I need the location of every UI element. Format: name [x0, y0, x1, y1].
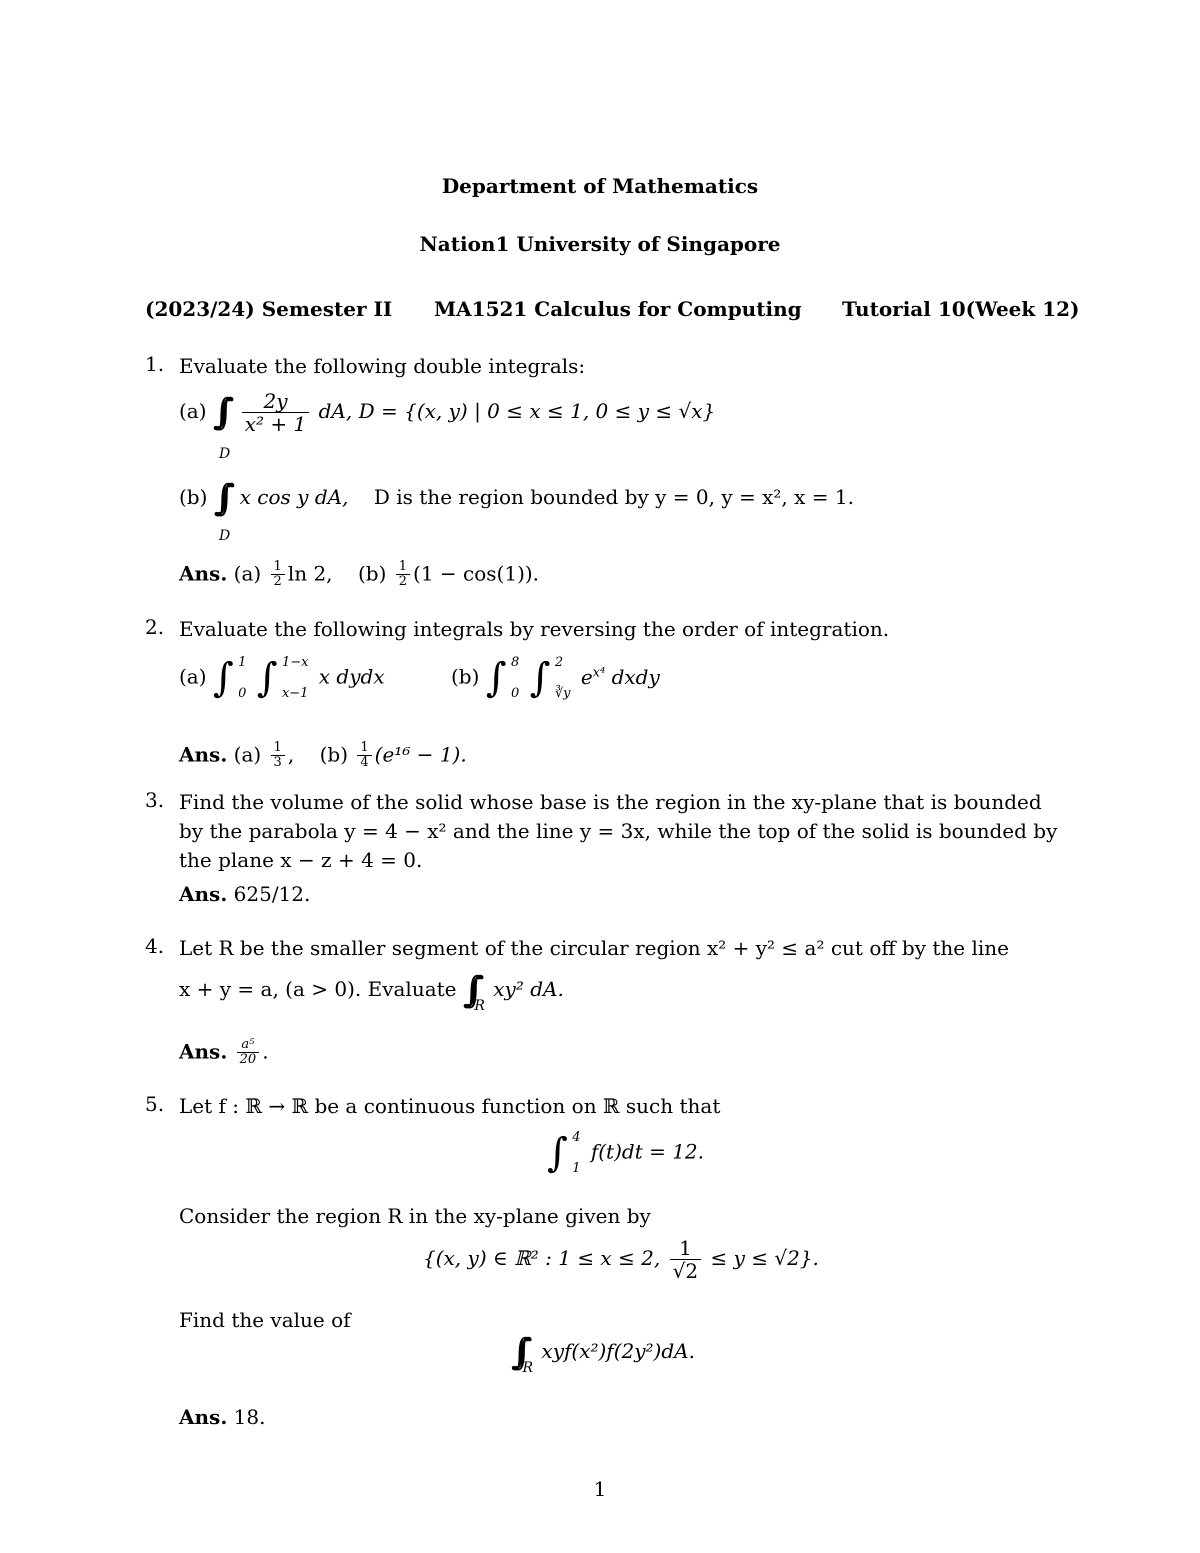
upper-limit: 1: [238, 655, 247, 670]
region-label: D: [219, 446, 231, 462]
question-text-line-1: Let R be the smaller segment of the circular region x² + y² ≤ a² cut off by the line: [179, 936, 1009, 960]
university-title: Nation1 University of Singapore: [419, 232, 781, 256]
course-label: MA1521 Calculus for Computing: [434, 297, 802, 321]
numerator: 2y: [242, 390, 310, 413]
question-text-line-2: [179, 970, 564, 1014]
answer-part-b-value: (1 − cos(1)).: [413, 561, 540, 586]
upper-limit: 4: [572, 1130, 581, 1145]
part-a: [179, 655, 385, 701]
answer-value: 625/12.: [233, 882, 311, 906]
integrand: x dydx: [318, 664, 385, 689]
double-integral-icon: ∫∫: [212, 392, 219, 433]
integral-limits: [555, 656, 571, 700]
semester-label: (2023/24) Semester II: [145, 297, 393, 321]
integrand: xyf(x²)f(2y²)dA.: [541, 1339, 695, 1363]
region-label: R: [474, 998, 485, 1014]
numerator: 1: [271, 560, 285, 575]
part-label: (a): [179, 399, 207, 423]
answer-label: Ans.: [179, 1039, 228, 1064]
integral-icon: ∫: [547, 1130, 568, 1176]
question-5: [145, 1092, 1070, 1432]
question-text: Find the volume of the solid whose base is the region in the xy-plane that is bounded by the parabola y = 4 − x² and the line y = 3x, while the top of the solid is bounded by the plane x − z + 4 = 0.: [179, 790, 1058, 872]
fraction: [670, 1237, 701, 1282]
fraction: [242, 390, 310, 435]
tutorial-label: Tutorial 10(Week 12): [842, 297, 1080, 321]
evaluate-text: x + y = a, (a > 0). Evaluate: [179, 977, 457, 1001]
numerator: 1: [396, 560, 410, 575]
part-b: [451, 655, 660, 701]
answer: [179, 560, 539, 590]
denominator: x² + 1: [244, 412, 307, 436]
region-label: R: [522, 1360, 534, 1376]
find-text: Find the value of: [179, 1308, 351, 1332]
integral-condition: [547, 1130, 704, 1176]
part-label: (b): [179, 485, 208, 509]
answer-label: Ans.: [179, 561, 228, 586]
integral-limits: [572, 1131, 580, 1175]
answer-part-a-label: (a): [233, 742, 262, 767]
part-b: [179, 478, 854, 519]
double-integral-icon: ∫∫: [511, 1332, 517, 1373]
fraction: [271, 741, 285, 771]
department-title: Department of Mathematics: [441, 174, 759, 198]
denominator: 2: [273, 574, 282, 590]
question-number: 4.: [145, 934, 165, 958]
fraction: [396, 560, 410, 590]
integrand: xy² dA.: [493, 977, 564, 1001]
answer-label: Ans.: [179, 1405, 228, 1429]
question-3: [145, 788, 1070, 913]
numerator: 1: [271, 741, 285, 756]
set-left: {(x, y) ∈ ℝ² : 1 ≤ x ≤ 2,: [423, 1246, 661, 1270]
integral-icon: ∫: [529, 655, 551, 701]
lower-limit: 0: [510, 686, 520, 701]
lower-limit: x−1: [281, 686, 309, 701]
integral-expression: x cos y dA,: [239, 485, 349, 509]
question-number: 3.: [145, 788, 165, 812]
question-number: 1.: [145, 352, 165, 376]
answer: [179, 882, 310, 906]
denominator: 20: [239, 1052, 257, 1068]
answer-part-a-label: (a): [233, 561, 262, 586]
integrand-exponent: x⁴: [592, 664, 606, 680]
lower-limit: 1: [572, 1161, 581, 1176]
region-description: D is the region bounded by y = 0, y = x², x = 1.: [373, 485, 854, 509]
question-number: 2.: [145, 615, 165, 639]
lower-limit: ∛y: [554, 686, 571, 701]
integral-expression: dA, D = {(x, y) | 0 ≤ x ≤ 1, 0 ≤ y ≤ √x}: [318, 399, 716, 423]
fraction: [357, 741, 371, 771]
answer: Ans. (a) $\frac{1}{3}$ , (b) $\frac{1}{4}$ (e¹⁶ − 1).: [179, 740, 467, 771]
integrand-differential: dxdy: [611, 664, 660, 689]
denominator: 3: [273, 755, 282, 771]
fraction: [271, 560, 285, 590]
part-label: (b): [451, 664, 480, 689]
double-integral-icon: ∫∫: [213, 478, 220, 519]
question-number: 5.: [145, 1092, 165, 1116]
integrand: [581, 665, 660, 689]
question-1: [145, 352, 1070, 592]
denominator: 2: [398, 574, 408, 590]
set-right: ≤ y ≤ √2}.: [710, 1246, 819, 1270]
integral-icon: ∫: [212, 655, 234, 701]
answer-label: Ans.: [179, 882, 228, 906]
answer-part-b-label: (b): [319, 742, 349, 767]
double-integral-icon: ∫∫: [462, 970, 469, 1011]
part-a: [179, 390, 715, 435]
integral-expression: f(t)dt = 12.: [590, 1139, 705, 1164]
question-text: Let f : ℝ → ℝ be a continuous function on ℝ such that: [179, 1094, 721, 1118]
numerator: a⁵: [237, 1038, 260, 1053]
denominator: √2: [672, 1259, 699, 1283]
lower-limit: 0: [238, 686, 247, 701]
question-2: [145, 615, 1070, 775]
numerator: 1: [357, 741, 371, 756]
question-text: Evaluate the following integrals by reversing the order of integration.: [179, 617, 890, 641]
answer: Ans. $\frac{\text{a⁵}}{20}$ .: [179, 1037, 269, 1068]
upper-limit: 8: [510, 655, 520, 670]
integral-limits: [282, 656, 309, 700]
integral-limits: [511, 656, 519, 700]
integral-icon: ∫: [256, 655, 278, 701]
region-label: D: [219, 528, 231, 544]
question-4: [145, 934, 1070, 1074]
region-text: Consider the region R in the xy-plane given by: [179, 1204, 651, 1228]
answer-part-b-label: (b): [357, 561, 387, 586]
integral-icon: ∫: [485, 655, 507, 701]
integrand-base: e: [580, 664, 593, 689]
answer-part-b-value: (e¹⁶ − 1).: [374, 742, 467, 767]
upper-limit: 1−x: [281, 655, 309, 670]
answer: [179, 1405, 265, 1429]
answer-part-a-value: ln 2,: [287, 561, 333, 586]
answer-value: 18.: [233, 1405, 266, 1429]
final-integral: [511, 1332, 695, 1376]
page-number: 1: [593, 1477, 607, 1501]
answer-label: Ans.: [179, 742, 228, 767]
part-label: (a): [179, 664, 207, 689]
region-set: [423, 1237, 819, 1282]
question-text: Evaluate the following double integrals:: [179, 354, 586, 378]
denominator: 4: [360, 755, 369, 771]
integral-limits: [238, 656, 246, 700]
fraction: [237, 1038, 260, 1068]
numerator: 1: [670, 1237, 701, 1260]
upper-limit: 2: [554, 655, 564, 670]
